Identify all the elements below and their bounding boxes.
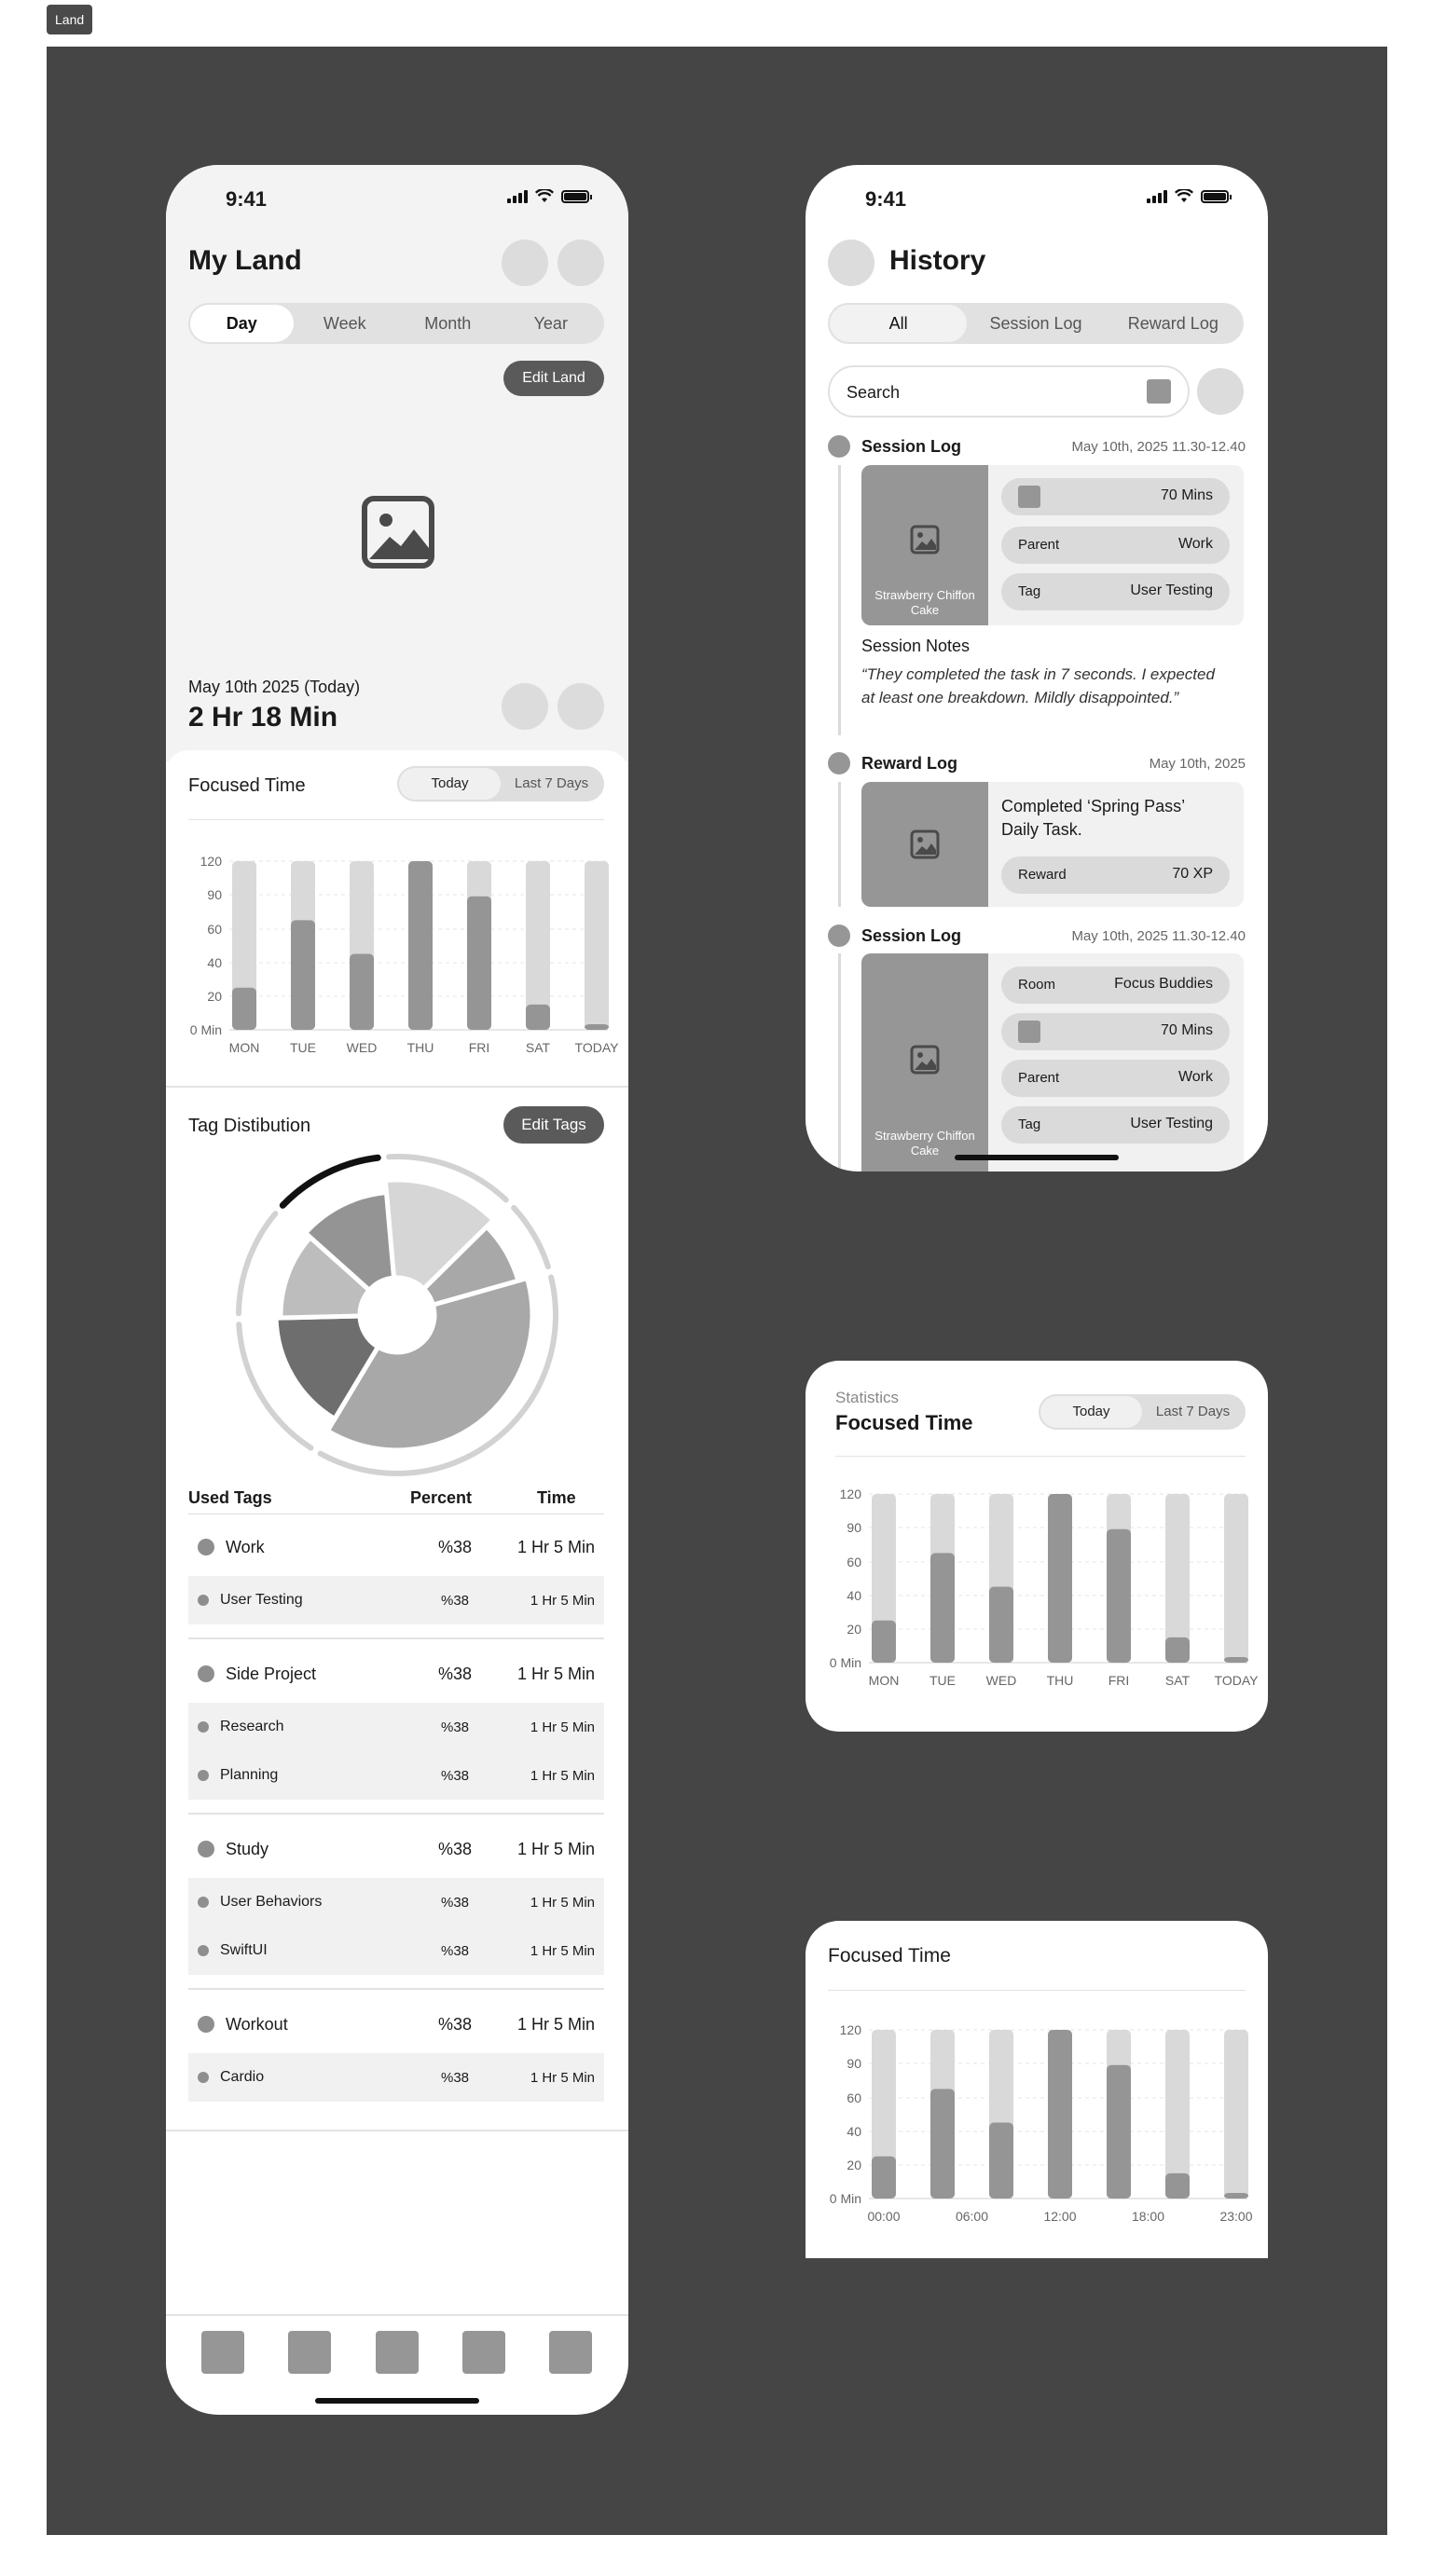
tag-color-dot: [198, 1539, 214, 1555]
y-tick-label: 40: [847, 1588, 861, 1603]
hourly-widget: [806, 1921, 1268, 2258]
battery-icon: [561, 190, 589, 203]
tag-sub-row[interactable]: [188, 1751, 604, 1800]
tag-sub-row[interactable]: [188, 1576, 604, 1624]
tag-time: 1 Hr 5 Min: [530, 2069, 595, 2086]
timer-icon: [1018, 1021, 1040, 1043]
parent-pill: [1001, 1060, 1230, 1097]
bar-value: [1165, 2173, 1190, 2199]
bar-value: [467, 897, 491, 1030]
period-month[interactable]: Month: [424, 314, 472, 333]
pie-ring-segment: [514, 1208, 548, 1267]
reward-card[interactable]: [861, 782, 1244, 907]
tab-bar-item-5[interactable]: [549, 2331, 592, 2374]
tag-sub-row[interactable]: [188, 2053, 604, 2102]
filter-session-log[interactable]: Session Log: [989, 314, 1082, 333]
tag-time: 1 Hr 5 Min: [530, 1894, 595, 1911]
tag-distribution-pie-chart: [229, 1147, 565, 1483]
edit-land-button[interactable]: Edit Land: [503, 361, 604, 396]
edit-tags-button[interactable]: Edit Tags: [503, 1106, 604, 1144]
x-tick-label: 12:00: [1043, 2209, 1077, 2224]
tag-color-dot: [198, 1841, 214, 1857]
tag-color-dot: [198, 1721, 209, 1733]
tag-percent: %38: [437, 1664, 473, 1683]
tab-bar-item-2[interactable]: [288, 2331, 331, 2374]
header-percent: Percent: [410, 1488, 473, 1507]
bar-background: [585, 861, 609, 1030]
bar-value: [1048, 2030, 1072, 2199]
bar-value: [930, 1553, 955, 1663]
tag-percent: %38: [437, 2014, 473, 2034]
bar-value: [989, 1587, 1013, 1663]
tag-value: User Testing: [1130, 582, 1213, 598]
tag-time: 1 Hr 5 Min: [516, 1839, 595, 1858]
entry-date: May 10th, 2025 11.30-12.40: [1071, 439, 1246, 455]
tag-percent: %38: [440, 1942, 470, 1959]
entry-date: May 10th, 2025: [1149, 756, 1246, 772]
tag-time: 1 Hr 5 Min: [516, 1664, 595, 1683]
tag-color-dot: [198, 1595, 209, 1606]
section-divider: [166, 1086, 628, 1088]
range-last-7-days[interactable]: Last 7 Days: [1155, 1404, 1231, 1419]
wifi-icon: [1175, 189, 1193, 203]
y-tick-label: 60: [847, 1555, 861, 1569]
period-year[interactable]: Year: [533, 314, 568, 333]
reward-text: Completed ‘Spring Pass’ Daily Task.: [1001, 797, 1185, 839]
history-filter-control: [828, 303, 1244, 344]
statistics-widget: [806, 1361, 1268, 1732]
table-header: [188, 1487, 604, 1514]
tag-label: Tag: [1018, 583, 1041, 599]
entry-type: Session Log: [861, 926, 962, 945]
bar-background: [526, 861, 550, 1030]
tag-color-dot: [198, 1945, 209, 1956]
session-notes-text: “They completed the task in 7 seconds. I expected at least one breakdown. Mildly disappointed.”: [861, 665, 1215, 706]
x-tick-label: WED: [346, 1040, 378, 1055]
filter-reward-log[interactable]: Reward Log: [1127, 314, 1219, 333]
x-tick-label: 06:00: [955, 2209, 989, 2224]
tag-percent: %38: [440, 1719, 470, 1735]
reward-label: Reward: [1018, 867, 1067, 883]
wifi-icon: [535, 189, 554, 203]
parent-value: Work: [1177, 1069, 1213, 1085]
y-tick-label: 0 Min: [829, 1655, 861, 1670]
tag-percent: %38: [440, 1767, 470, 1784]
tag-color-dot: [198, 1770, 209, 1781]
bar-value: [872, 2157, 896, 2199]
period-day[interactable]: Day: [190, 305, 294, 342]
x-tick-label: WED: [985, 1673, 1017, 1688]
tag-percent: %38: [437, 1839, 473, 1858]
bar-background: [1224, 1494, 1248, 1663]
session-notes-title: Session Notes: [861, 637, 971, 655]
tab-bar-item-4[interactable]: [462, 2331, 505, 2374]
widget-divider: [828, 1990, 1246, 1991]
bar-value: [408, 861, 433, 1030]
tag-name: Side Project: [226, 1664, 317, 1683]
bottom-divider-1: [166, 2130, 628, 2131]
status-icons: [507, 189, 589, 203]
duration-pill: [1001, 478, 1230, 515]
tag-name: Study: [226, 1839, 269, 1858]
tag-sub-row[interactable]: [188, 1878, 604, 1926]
bar-value: [232, 988, 256, 1030]
timeline-line: [838, 465, 841, 735]
period-segmented-control: [188, 303, 604, 344]
entry-type: Reward Log: [861, 754, 958, 773]
page-title: History: [889, 245, 986, 276]
pie-center-hole: [364, 1281, 431, 1349]
y-tick-label: 90: [847, 2056, 861, 2071]
y-tick-label: 0 Min: [189, 1022, 222, 1037]
bar-background: [1224, 2030, 1248, 2199]
y-tick-label: 60: [207, 922, 222, 937]
y-tick-label: 20: [847, 1622, 861, 1637]
tag-percent: %38: [440, 1592, 470, 1609]
signal-icon: [1147, 190, 1167, 203]
x-tick-label: TUE: [929, 1673, 956, 1688]
tag-time: 1 Hr 5 Min: [530, 1942, 595, 1959]
duration-value: 70 Mins: [1160, 1022, 1213, 1038]
x-tick-label: TUE: [290, 1040, 316, 1055]
duration-value: 70 Mins: [1160, 487, 1213, 503]
tag-group-divider: [188, 1813, 604, 1815]
focused-time-chart: [181, 836, 619, 1069]
x-tick-label: SAT: [525, 1040, 551, 1055]
y-tick-label: 120: [839, 2022, 861, 2037]
status-bar: [166, 165, 628, 240]
y-tick-label: 40: [847, 2124, 861, 2139]
range-today[interactable]: Today: [399, 768, 501, 800]
tag-pill: [1001, 573, 1230, 610]
land-action-2[interactable]: [558, 683, 604, 730]
bar-value: [291, 920, 315, 1030]
tag-time: 1 Hr 5 Min: [530, 1592, 595, 1609]
history-screen: [806, 165, 1268, 1172]
bar-value: [1165, 1637, 1190, 1663]
y-tick-label: 120: [200, 854, 222, 869]
frame-label: Land: [47, 5, 92, 34]
bar-value: [526, 1005, 550, 1030]
bar-value: [989, 2123, 1013, 2199]
back-button[interactable]: [828, 240, 874, 286]
tab-bar-divider: [166, 2314, 628, 2316]
timeline-dot: [828, 752, 850, 774]
reward-thumbnail: [861, 782, 988, 907]
tag-group-row[interactable]: [188, 1826, 604, 1872]
tag-group-divider: [188, 1988, 604, 1990]
focused-time-title: Focused Time: [188, 775, 306, 796]
timer-icon: [1018, 486, 1040, 508]
hourly-focused-chart: [820, 2005, 1259, 2238]
parent-value: Work: [1177, 536, 1213, 552]
x-tick-label: 18:00: [1131, 2209, 1165, 2224]
widget-title: Focused Time: [835, 1411, 973, 1434]
header-time: Time: [537, 1488, 576, 1507]
x-tick-label: FRI: [468, 1040, 490, 1055]
tag-sub-row[interactable]: [188, 1926, 604, 1975]
reward-pill: [1001, 856, 1230, 894]
y-tick-label: 20: [207, 989, 222, 1004]
parent-pill: [1001, 527, 1230, 564]
tag-percent: %38: [440, 1894, 470, 1911]
x-tick-label: MON: [868, 1673, 900, 1688]
search-placeholder: Search: [847, 383, 901, 402]
session-thumbnail: [861, 465, 988, 625]
x-tick-label: TODAY: [1214, 1673, 1259, 1688]
bar-value: [1107, 1529, 1131, 1663]
tag-sub-row[interactable]: [188, 1703, 604, 1751]
timeline-dot: [828, 435, 850, 458]
range-today[interactable]: Today: [1040, 1396, 1142, 1428]
y-tick-label: 20: [847, 2158, 861, 2172]
session-card[interactable]: [861, 953, 1244, 1172]
chart-divider: [188, 819, 604, 820]
bar-value: [1048, 1494, 1072, 1663]
tag-name: SwiftUI: [220, 1942, 268, 1958]
image-icon: [910, 525, 940, 555]
tag-pill: [1001, 1106, 1230, 1144]
tag-percent: %38: [440, 2069, 470, 2086]
land-date: May 10th 2025 (Today): [188, 678, 361, 696]
tag-value: User Testing: [1130, 1116, 1213, 1131]
session-thumbnail: [861, 953, 988, 1172]
y-tick-label: 120: [839, 1487, 861, 1501]
timeline-line: [838, 782, 841, 907]
room-pill: [1001, 966, 1230, 1004]
room-label: Room: [1018, 977, 1056, 993]
x-tick-label: SAT: [1164, 1673, 1191, 1688]
bar-value: [1224, 2193, 1248, 2199]
tag-time: 1 Hr 5 Min: [530, 1767, 595, 1784]
widget-focused-chart: [820, 1469, 1259, 1702]
tag-group-row[interactable]: [188, 2001, 604, 2048]
reward-value: 70 XP: [1172, 866, 1213, 882]
bar-background: [1165, 1494, 1190, 1663]
tag-color-dot: [198, 1897, 209, 1908]
bar-value: [1107, 2065, 1131, 2199]
tag-name: User Testing: [220, 1592, 303, 1608]
search-side-button[interactable]: [1197, 368, 1244, 415]
status-time: 9:41: [865, 187, 907, 211]
search-input[interactable]: [828, 365, 1190, 418]
focused-range-toggle: [397, 766, 604, 802]
bar-value: [872, 1621, 896, 1663]
header-action-1[interactable]: [502, 240, 548, 286]
home-indicator: [955, 1155, 1119, 1160]
status-time: 9:41: [226, 187, 268, 211]
y-tick-label: 90: [207, 887, 222, 902]
tag-color-dot: [198, 1665, 214, 1682]
land-action-1[interactable]: [502, 683, 548, 730]
search-filter-icon[interactable]: [1147, 379, 1171, 404]
header-action-2[interactable]: [558, 240, 604, 286]
x-tick-label: MON: [228, 1040, 260, 1055]
tag-distribution-title: Tag Distibution: [188, 1116, 311, 1136]
tag-name: Work: [226, 1537, 265, 1556]
parent-label: Parent: [1018, 537, 1060, 553]
tag-time: 1 Hr 5 Min: [516, 1537, 595, 1556]
status-icons: [1147, 189, 1229, 203]
timeline-dot: [828, 925, 850, 947]
tab-bar-item-3[interactable]: [376, 2331, 419, 2374]
y-tick-label: 60: [847, 2090, 861, 2105]
bar-value: [350, 954, 374, 1030]
signal-icon: [507, 190, 528, 203]
bar-value: [1224, 1657, 1248, 1663]
widget-title: Focused Time: [828, 1945, 951, 1966]
y-tick-label: 90: [847, 1520, 861, 1535]
bar-value: [585, 1024, 609, 1030]
tag-name: User Behaviors: [220, 1894, 323, 1910]
land-total-time: 2 Hr 18 Min: [188, 702, 338, 733]
tag-name: Workout: [226, 2014, 288, 2034]
widget-divider: [835, 1456, 1246, 1457]
duration-pill: [1001, 1013, 1230, 1050]
my-land-screen: [166, 165, 628, 2415]
x-tick-label: THU: [1046, 1673, 1074, 1688]
filter-all[interactable]: All: [830, 305, 967, 342]
parent-label: Parent: [1018, 1070, 1060, 1086]
y-tick-label: 40: [207, 955, 222, 970]
thumbnail-caption: Strawberry Chiffon Cake: [874, 1129, 975, 1158]
image-icon: [910, 1045, 940, 1075]
tag-group-divider: [188, 1637, 604, 1639]
tag-color-dot: [198, 2016, 214, 2033]
header-used-tags: Used Tags: [188, 1488, 272, 1507]
tag-time: 1 Hr 5 Min: [516, 2014, 595, 2034]
bar-value: [930, 2089, 955, 2199]
image-icon: [910, 829, 940, 859]
status-bar: [806, 165, 1268, 240]
tag-color-dot: [198, 2072, 209, 2083]
x-tick-label: THU: [406, 1040, 434, 1055]
entry-date: May 10th, 2025 11.30-12.40: [1071, 928, 1246, 944]
x-tick-label: TODAY: [574, 1040, 619, 1055]
x-tick-label: 00:00: [867, 2209, 901, 2224]
tag-label: Tag: [1018, 1117, 1041, 1132]
session-card[interactable]: [861, 465, 1244, 625]
x-tick-label: FRI: [1108, 1673, 1130, 1688]
tag-group-row[interactable]: [188, 1524, 604, 1570]
page-title: My Land: [188, 245, 302, 276]
land-image-placeholder-icon: [362, 496, 434, 569]
tag-time: 1 Hr 5 Min: [530, 1719, 595, 1735]
tag-name: Planning: [220, 1767, 279, 1783]
entry-type: Session Log: [861, 437, 962, 456]
tag-percent: %38: [437, 1537, 473, 1556]
tag-name: Research: [220, 1719, 284, 1734]
tag-name: Cardio: [220, 2069, 265, 2085]
tag-group-row[interactable]: [188, 1651, 604, 1697]
timeline-line: [838, 953, 841, 1168]
period-week[interactable]: Week: [323, 314, 366, 333]
widget-range-toggle: [1039, 1394, 1246, 1430]
battery-icon: [1201, 190, 1229, 203]
y-tick-label: 0 Min: [829, 2191, 861, 2206]
x-tick-label: 23:00: [1219, 2209, 1253, 2224]
widget-subtitle: Statistics: [835, 1389, 900, 1406]
pie-ring-segment: [239, 1213, 275, 1313]
room-value: Focus Buddies: [1114, 976, 1213, 992]
range-last-7-days[interactable]: Last 7 Days: [514, 775, 589, 791]
home-indicator: [315, 2398, 479, 2404]
tab-bar-item-1[interactable]: [201, 2331, 244, 2374]
thumbnail-caption: Strawberry Chiffon Cake: [874, 588, 975, 617]
